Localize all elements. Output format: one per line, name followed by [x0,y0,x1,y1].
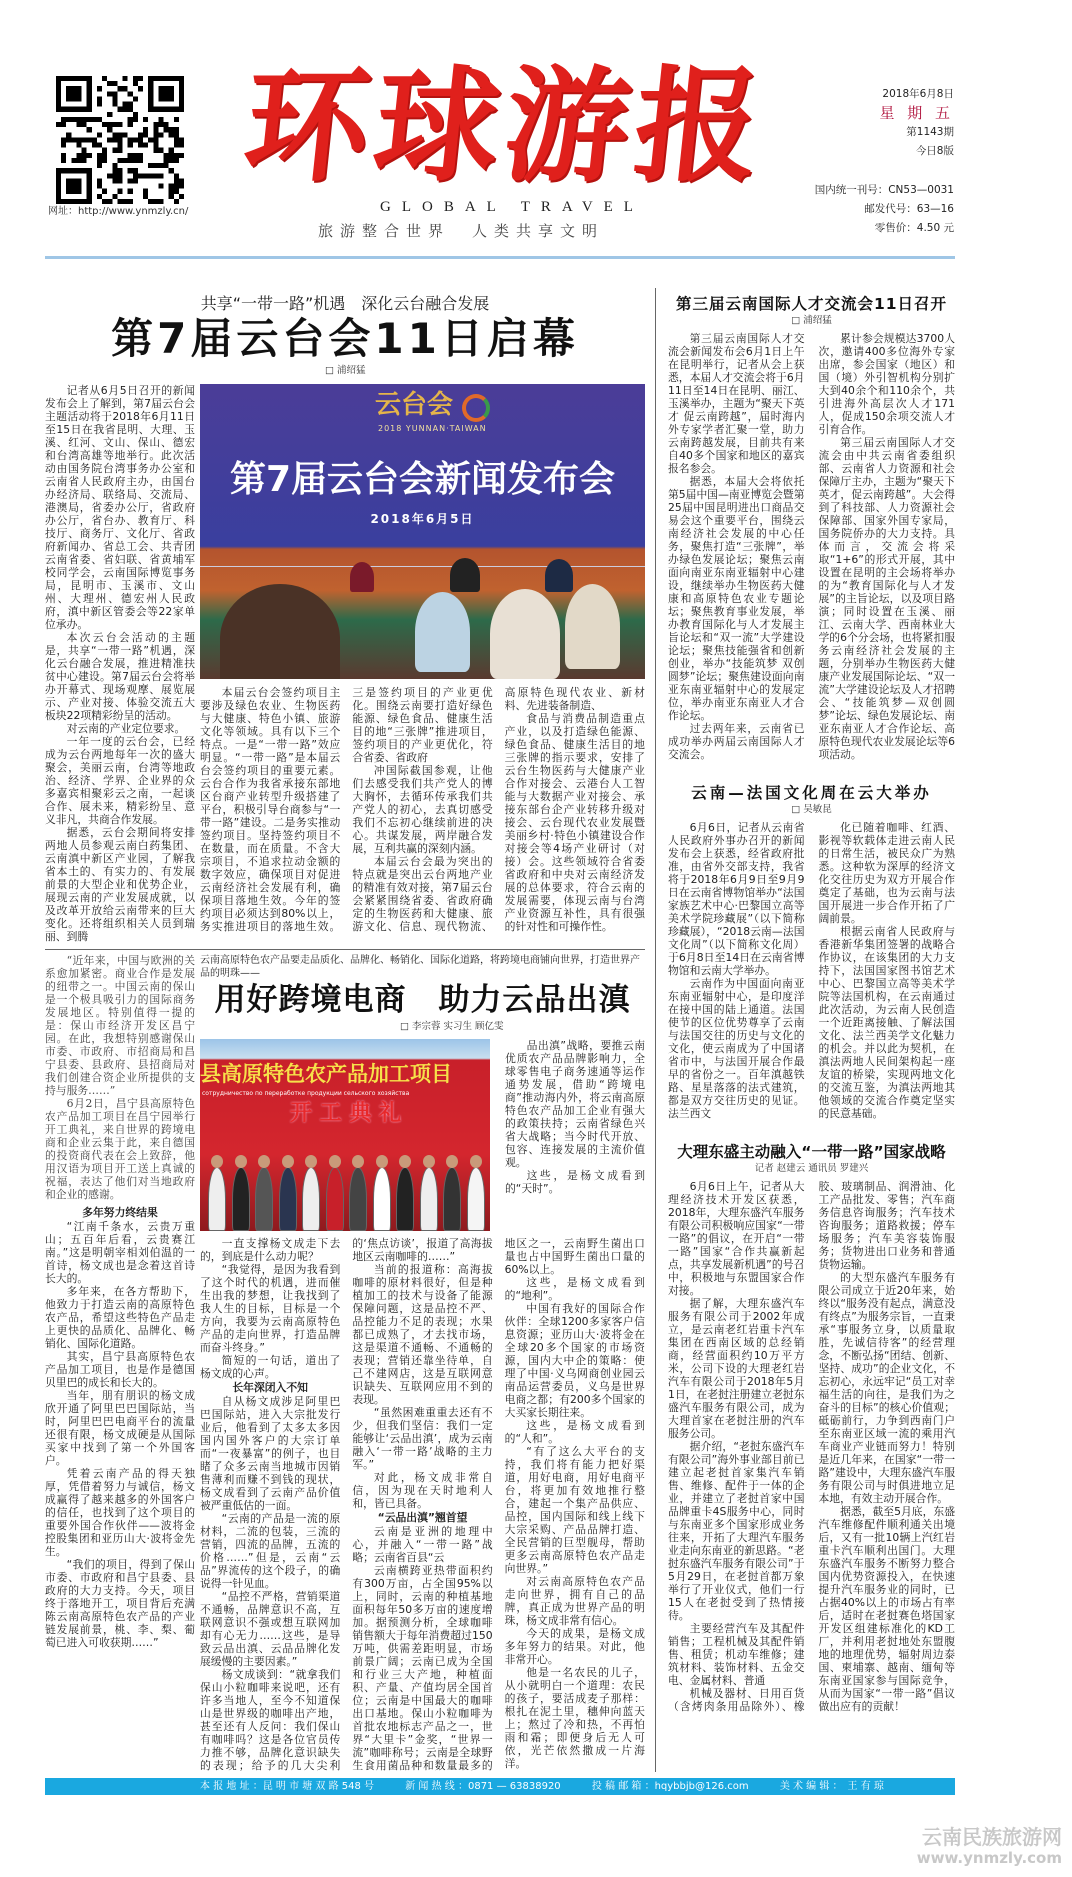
dali-story [668,1142,955,1713]
paragraph: 的大型东盛汽车服务有限公司成立于近20年来，始终以“服务没有起点，满意没有终点”为服务宗旨，一直秉承“事服务立身，以质量取胜，先诚信待客”的经营理念，不断弘扬“团结、创新、坚持、成功”的企业文化，不忘初心，永远牢记“员工对幸福生活的向往，是我们为之奋斗的目标”的核心价值观；砥砺前行，力争到西南门户至东南亚区域一流的乘用汽车商业产业链而努力！特别是近几年来，在国家“一带一路”建设中，大理东盛汽车服务有限公司与时俱进地立足本地，有效主动开展合作。 [818,1271,955,1505]
postal-code: 邮发代号：63—16 [864,203,954,215]
paragraph: 云南横跨亚热带面积约有300万亩，占全国95%以上，同时，云南的种植基地面积每年50多万亩的速度增加。据预测分析，全球咖啡销售额大于每年消费超过150万吨，供需差距明显，市场前景广阔；云南已成为全国和行业三大产地，种植面积、产量、产值均居全国首位；云南是中国最大的咖啡出口基地。保山小粒咖啡为首批农地标志产品之一，世界“大里卡”金奖，“世界一流”咖啡称号；云南是全球野生食用菌品种和数量最多的地区之一，云南野生菌出口量也占中国野生菌出口量的60%以上。 [352,1237,645,1772]
france-byline: □ 吴敏昆 [791,804,832,815]
press-conference-photo [200,384,645,679]
paragraph: 凭着云南产品的得天独厚，凭借着努力与诚信，杨文成赢得了越来越多的外国客户的信任，也找到了这个项目的重要外国合作伙伴——波将金控股集团和亚历山大·波将金先生。 [45,1467,195,1558]
ec-column-b2 [352,1525,492,1564]
speaker [545,559,573,592]
paragraph: 云南作为中国面向南亚东南亚辐射中心，是印度洋在接中国的陆上通道。法国使节的区位优势尊享了云南与法国交往的历史与文化的文化，使云南成为了中国诸省市中，与法国开展合作最早的省份之一。百年滇越铁路、星星落落的法式建筑，都是双方交往历史的见证。法兰西文 [668,977,805,1120]
paragraph: 这些，是杨文成看到的“地利”。 [504,1276,645,1302]
left-section [45,288,645,1772]
banner-text: 县高原特色农产品加工项目 [200,1062,452,1086]
paragraph: 多年来，在各方帮助下，他致力于打造云南的高原特色农产品，希望这些特色产品走上更快的品质化、品牌化、畅销化、国际化道路。 [45,1285,195,1350]
guest [349,1167,367,1231]
paragraph: 过去两年来，云南省已成功举办两届云南国际人才交流会。 [668,722,805,761]
paragraph: 6月6日，记者从云南省人民政府外事办召开的新闻发布会上获悉，经省政府批准，由省外交部支持，我省将于2018年6月9日至9月9日在云南省博物馆举办“法国家族艺术中心·巴黎国立高等美术学院珍藏展”（以下简称珍藏展），“2018云南—法国文化周”（以下简称文化周）于6月8日至14日在云南省博物馆和云南大学举办。 [668,821,805,977]
banner-russian-text: сотрудничество по переработке продукции сельского хозяйства [202,1090,410,1097]
paragraph: “江南千条水，云贵万重山；五百年后看，云贵赛江南。”这是明朝宰相刘伯温的一首诗，杨文成也是念着这首诗长大的。 [45,1220,195,1285]
paragraph: “近年来，中国与欧洲的关系愈加紧密。商业合作是发展的纽带之一。中国云南的保山是一个极具吸引力的国际商务发展地区。特别值得一提的是：保山市经济开发区昌宁园。在此，我想特别感谢保山市委、市政府、市招商局和昌宁县委、县政府、县招商局对我们创建合资企业所提供的支持与服务……” [45,954,195,1097]
paragraph: 云南是亚洲的地理中心，并融入“一带一路”战略；云南省百县“云 [352,1525,493,1564]
paragraph: 本次云台会活动的主题是，共享“一带一路”机遇，深化云台融合发展，推进精准扶贫中心建设。第7届云台会将举办开幕式、现场观摩、展览展示、产业对接、体验交流五大板块22项精彩纷呈的活动。 [45,631,195,722]
footer-email: 投 稿 邮 箱 ：hqybbjb@126.com [591,1781,749,1792]
guest [396,1167,414,1231]
paragraph: 主要经营汽车及其配件销售；工程机械及其配件销售、租赁；机动车维修；建筑材料、装饰材料、五金交电、金属材料、普通 [668,1622,805,1687]
paragraph: 食品与消费品制造重点产业，以及打造绿色能源、绿色食品、健康生活目的地三张牌的指示要求，安排了云台生物医药与大健康产业合作对接会、云港台人工智能与大数据产业对接会、承接东部台企产业转移升级对接会、云台现代农业发展暨美丽乡村·特色小镇建设合作对接会等4场产业研讨（对接）会。这些领域符合省委省政府和中央对云南经济发展的总体要求，符合云南的发展需要，体现云南与台湾产业资源互补性，具有很强的针对性和可操作性。 [504,712,645,933]
paragraph: “云南的产品是一流的原材料，二流的包装，三流的营销，四流的品牌，五流的价格……”但是，云南“云品”界流传的这个段子，的确说得一针见血。 [200,1512,341,1590]
talent-columns [668,332,955,761]
paragraph: 中国有我好的国际合作伙伴：全球1200多家客户信息资源；亚历山大·波将金在全球20多个国家的市场资源，国内大中企的策略：使理了中国·义乌网商创业园云南品运营委员，义乌是世界电商之都；有200多个国家的大买家长期往来。 [504,1302,645,1419]
ec-left-text-end [505,1627,645,1770]
paragraph: 本届云台会签约项目主要涉及绿色农业、生物医药与大健康、特色小镇、旅游文化等领域。具有以下三个特点。一是“一带一路”效应明显。“一带一路”是本届云台会签约项目的重要元素。云台合作为我省承接东部地区台商产业转型升级搭建了平台，积极引导台商参与“一带一路”建设。二是务实推动签约项目。坚持签约项目不在数量，而在质量。不含大宗项目，不追求拉动金额的数字效应，确保项目对促进云南经济社会发展有利，确保项目落地生效。今年的签约项目必须达到80%以上，务实推进项目的落地生效。三是签约项目的产业更优化。围绕云南要打造好绿色能源、绿色食品、健康生活目的地“三张牌”推进项目，签约项目的产业更优化，符合省委、省政府 [200,686,493,933]
ec-photo-row [200,1039,645,1231]
guest [443,1167,461,1231]
masthead-divider [45,256,955,259]
paragraph: 自从杨文成涉足阿里巴巴国际站，进入大宗批发行业后，他看到了太多太多因国内国外客户的大宗订单而“一夜暴富”的例子，也目睹了众多云南当地城市因销售薄利而赚不到钱的现状，杨文成看到了云南产品价值被严重低估的一面。 [200,1395,341,1512]
audience-member [220,584,340,679]
guest [208,1167,226,1231]
paragraph: 据介绍，“老挝东盛汽车有限公司”海外事业部目前已建立起老挝首家集汽车销售、维修、配件于一体的企业，并建立了老挝首家中国品牌重卡4S服务中心，同时与东南亚多个国家形成业务往来，开拓了大理汽车服务业走向东南亚的新思路。“老挝东盛汽车服务有限公司”于5月29日，在老挝首都万象举行了开业仪式，他们一行15人在老挝受到了热情接待。 [668,1440,805,1622]
cn-number: 国内统一刊号：CN53—0031 [814,184,954,196]
speaker [450,558,480,592]
speaker [350,562,374,592]
guest [232,1167,250,1231]
watermark-url: www.ynmzly.com [916,1849,1062,1867]
paragraph: 当前的报道称：高海拔咖啡的原材料很好，但是种植加工的技术与设备了能源保障问题，这是品控不严、品控能力不足的表现；水果都已成熟了，才去找市场，这是渠道不通畅、不通畅的表现；营销还靠坐待单，自己不建网店，这是互联网意识缺失、互联网应用不到的表现。 [352,1263,493,1406]
audience-member [565,584,620,669]
paragraph: 对云南的产业定位要求。 [66,722,186,735]
guest [420,1167,438,1231]
paragraph: 对此，杨文成非常自信，因为现在天时地利人和，皆已具备。 [352,1471,493,1510]
footer-hotline: 新 闻 热 线 ：0871 — 63838920 [405,1781,561,1792]
lead-columns-2-4 [200,686,645,933]
page-count: 今日8版 [915,145,954,157]
guest-head [258,1155,270,1168]
lead-story-header [45,288,645,378]
ec-story [45,954,645,1772]
dali-byline: 记者 赵建云 通讯员 罗建兴 [754,1163,869,1174]
paragraph: 第三届云南国际人才交流会由中共云南省委组织部、云南省人力资源和社会保障厅主办，主题为“聚天下英才，促云南跨越”。大会得到了科技部、人力资源社会保障部、国家外国专家局，国务院侨办的大力支持。具体而言，交流会将采取“1+6”的形式开展，其中设置在昆明的主会场将举办的为“教育国际化与人才发展”的主旨论坛，以及项目路演；同时设置在玉溪、丽江、云南大学、西南林业大学的6个分会场，也将紧扣服务云南经济社会发展的主题，分别举办生物医药大健康产业发展国际论坛、“双一流”大学建设论坛及人才招聘会、“技能筑梦—双创圆梦”论坛、绿色发展论坛、南亚东南亚人才合作论坛、高原特色现代农业发展论坛等6项活动。 [818,436,955,761]
ec-intro [45,954,195,1201]
ec-column-a2 [200,1395,340,1668]
guest-head [376,1155,388,1168]
paragraph: 这些，是杨文成看到的“天时”。 [505,1169,645,1195]
paragraph: “有了这么大平台的支持，我们将有能力把好渠道，用好电商，用好电商平台，将更加有效地推行整合，建起一个集产品供应、品控，国内国际和线上线下大宗采购、产品品牌打造、全民营销的巨型舰母，帮助更多云南高原特色农产品走向世界。” [504,1445,645,1575]
paragraph: 据了解，大理东盛汽车服务有限公司于2002年成立，是云南老红岩重卡汽车集团在西南区域的总经销商，经营面积约10万平方米，公司下设的大理老红岩汽车有限公司于2018年5月1日，在老挝注册建立老挝东盛汽车服务有限公司，成为大理首家在老挝注册的汽车服务公司。 [668,1297,805,1440]
guest [467,1167,485,1231]
ec-subhead-2: 长年深闭入不知 [232,1381,308,1394]
paragraph: 据悉，截至5月底，东盛汽车维修配件顺利通关出境后，又有一批10辆上汽红岩重卡汽车顺利出国门。大理东盛汽车服务不断努力整合国内优势资源投入，在快速提升汽车服务业的同时，已占据40%以上的市场占有率后，适时在老挝赛色塔国家开发区组建标准化的KD工厂，并利用老挝地处东盟腹地的地理优势，辐射周边泰国、柬埔寨、越南、缅甸等东南亚国家参与国际竞争，从而为国家“一带一路”倡议做出应有的贡献！ [818,1505,955,1713]
guest [326,1167,344,1231]
guest [373,1167,391,1231]
guest-head [399,1155,411,1168]
audience-member [415,592,470,672]
france-story [668,783,955,1120]
paragraph: 品出滇”战略，要推云南优质农产品品牌影响力，全球零售电子商务速通等运作通势发展，借助“跨境电商”推动海内外，将云南高原特色农产品加工企业有强大的政策扶持；云南省绿色兴省大战略；当今时代开放、包容、连接发展的主流价值观。 [505,1039,645,1169]
talent-story [668,294,955,761]
guest [302,1167,320,1231]
qr-code-icon [50,76,190,204]
watermark-name: 云南民族旅游网 [922,1825,1062,1849]
paragraph: 据悉，云台会期间将安排两地人员参观云南白药集团、云南滇中新区产业园，了解我省本土的、有实力的、有发展前景的大型企业和优势企业，展现云南的产业发展成就，以及改革开放给云南带来的巨大变化。还将组织相关人员到瑞丽、到腾 [45,826,195,943]
logo-emblem-icon [462,394,490,422]
talent-headline: 第三届云南国际人才交流会11日召开 [675,295,948,313]
backdrop-line [200,566,645,567]
paragraph: 一直支撑杨文成走下去的，到底是什么动力呢？ [200,1237,341,1263]
page-body [45,288,955,1772]
footer-address: 本 报 地 址 ：昆 明 市 塘 双 路 548 号 [200,1781,375,1792]
paragraph: 对云南高原特色农产品走向世界，拥有自己的品牌，真正成为世界产品的明珠，杨文成非常有信心。 [504,1575,645,1627]
ec-subhead-3: “云品出滇”翘首望 [377,1511,468,1524]
paragraph: 杨文成谈到：“就拿我们保山小粒咖啡来说吧，还有许多当地人，至今不知道保山是世界级的咖啡出产地，甚至还有人反问：我们保山有咖啡吗？这是各位官员传力推不够，品牌化意识缺失的表现；给予的几大尖利的‘焦点访谈’，报道了高海拔地区云南咖啡的……” [200,1237,493,1772]
retail-price: 零售价：4.50 元 [874,222,954,234]
ceremony-photo [200,1039,490,1231]
paragraph: “我觉得，是因为我看到了这个时代的机遇，进而催生出我的梦想，让我找到了我人生的目标，目标是一个方向，我要为云南高原特色产品的走向世界，打造品牌而奋斗终身。” [200,1263,341,1354]
issue-number: 第1143期 [906,126,954,138]
lead-byline: □ 浦绍猛 [325,365,366,376]
talent-byline: □ 浦绍猛 [791,315,832,326]
paragraph: 6月2日，昌宁县高原特色农产品加工项目在昌宁园举行开工典礼，来自世界的跨境电商和企业云集于此，来自德国的投资商代表在会上致辞，他用汉语为项目开工送上真诚的祝福，表达了他们对当地政府和企业的感谢。 [45,1097,195,1201]
ceremony-text: 开 工 典 礼 [290,1101,401,1126]
ec-left-text [45,1220,195,1649]
slogan: 旅游整合世界 人类共享文明 [318,222,605,240]
lead-story-body [45,384,645,943]
ec-column-a [200,1237,340,1380]
footer-bar [45,1778,955,1795]
france-headline: 云南—法国文化周在云大举办 [691,784,932,802]
guest-head [470,1155,482,1168]
paragraph: 本届云台会最为突出的特点就是突出云台两地产业的精准有效对接，第7届云台会紧紧围绕省委、省政府确定的生物医药和大健康、旅游文化、信息、现代物流、高原特色现代农业、新材料、先进装备制造、 [352,686,645,933]
guest [279,1167,297,1231]
website-url[interactable]: 网址：http://www.ynmzly.cn/ [48,206,189,217]
paragraph: 冲国际截国参观，让他们去感受我们共产党人的博大胸怀，去循环传承我们共产党人的初心，去真切感受我们不忘初心继续前进的决心。共谋发展，两岸融合发展，互利共赢的深刻内涵。 [352,764,493,855]
ec-headline: 用好跨境电商 助力云品出滇 [214,982,631,1018]
watermark [0,1825,1062,1877]
guest-head [423,1155,435,1168]
backdrop-title: 第7届云台会新闻发布会 [229,459,616,500]
paragraph: 他是一名农民的儿子，从小就明白一个道理：农民的孩子，要活成麦子那样：根扎在泥土里，穗伸向蓝天上；熬过了冷和热，不再怕雨和霜；即便身后无人可依，光芒依然撒成一片海洋。 [504,1666,645,1770]
ec-subhead-1: 多年努力终结果 [82,1206,158,1219]
issue-date: 2018年6月8日 [882,88,954,100]
weekday: 星 期 五 [879,104,954,122]
guest-head [235,1155,247,1168]
english-title: GLOBAL TRAVEL [380,199,644,215]
france-columns [668,821,955,1120]
ec-left-column [45,954,195,1649]
paragraph: “品控不严格，营销渠道不通畅，品牌意识不高，互联网意识不强或想互联网加却有心无力……这些，是导致云品出滇、云品品牌化发展缓慢的主要因素。” [200,1590,341,1668]
paragraph: 简短的一句话，道出了杨文成的心声。 [200,1354,341,1380]
backdrop-date: 2018年6月5日 [370,512,475,526]
guest-head [211,1155,223,1168]
footer-editor: 美 术 编 辑 ： 王 有 琼 [779,1781,884,1792]
guest-head [446,1155,458,1168]
guest-head [352,1155,364,1168]
lead-right [200,384,645,933]
paragraph: 据悉，本届大会将依托第5届中国—南亚博览会暨第25届中国昆明进出口商品交易会这个重要平台，围绕云南经济社会发展的中心任务，聚焦打造“三张牌”，举办绿色发展论坛；聚焦云南面向南亚东南亚辐射中心建设，继续举办生物医药大健康和高原特色农业专题论坛；聚焦教育事业发展，举办教育国际化与人才发展主旨论坛和“双一流”大学建设论坛；聚焦技能强省和创新创业，举办“技能筑梦 双创圆梦”论坛；聚焦建设面向南亚东南亚辐射中心的发展定位，举办南亚东南亚人才合作论坛。 [668,475,805,722]
guest [255,1167,273,1231]
yuntai-logo-sub: 2018 YUNNAN·TAIWAN [378,424,487,433]
dali-headline: 大理东盛主动融入“一带一路”国家战略 [677,1143,946,1161]
paragraph: 6月6日上午，记者从大理经济技术开发区获悉，2018年，大理东盛汽车服务有限公司积极响应国家“一带一路”的倡议，在开启“一带一路”国家“合作共赢新起点，共享发展新机遇”的号召中，积极地与东盟国家合作对接。 [668,1180,805,1297]
lead-kicker: 共享“一带一路”机遇 深化云台融合发展 [200,294,490,313]
right-section [655,288,955,1772]
ec-right [200,954,645,1772]
yuntai-logo: 云台会 [375,390,454,420]
paragraph: “我们的项目，得到了保山市委、市政府和昌宁县委、县政府的大力支持。今天，项目终于落地开工，项目背后充满陈云南高原特色农产品的产业链发展前景，桃、李、梨、葡萄已进入可收获期……” [45,1558,195,1649]
ec-byline: □ 李宗蓉 实习生 顾亿雯 [400,1021,504,1032]
paragraph: 机械及器材、日用百货（含烤肉条用品除外）、橡胶、玻璃制品、润滑油、化工产品批发、零售；汽车商务信息咨询服务；汽车技术咨询服务；道路救援；停车场服务；汽车美容装饰服务；货物进出口业务和普通货物运输。 [668,1180,955,1713]
guest-head [305,1155,317,1168]
audience-member [490,589,560,679]
lead-headline: 第7届云台会11日启幕 [111,314,579,363]
paragraph: 当年，朋有朋识的杨文成欣开通了阿里巴巴国际站，当时，阿里巴巴电商平台的流量还很有限，杨文成硬是从国际买家中找到了第一个外国客户。 [45,1389,195,1467]
paragraph: 累计参会规模达3700人次，邀请400多位海外专家出席，参会国家（地区）和国（境）外引智机构分别扩大到40余个和110余个，共引进海外高层次人才171人，促成150余项交流人才引育合作。 [818,332,955,436]
masthead [0,0,1072,288]
ec-column-c-top [505,1039,645,1195]
paragraph: 记者从6月5日召开的新闻发布会上了解到，第7届云台会主题活动将于2018年6月11日至15日在我省昆明、大理、玉溪、红河、文山、保山、德宏和台湾高雄等地举行。此次活动由国务院台湾事务办公室和云南省人民政府主办，由国台办经济局、联络局、交流局、港澳局，省委办公厅，省政府办公厅，省台办、教育厅、科技厅、商务厅、文化厅、省政府新闻办、省总工会、共青团云南省委、省妇联、省黄埔军校同学会，云南国际博览事务局，昆明市、玉溪市、文山州、大理州、德宏州人民政府，滇中新区管委会等22家单位承办。 [45,384,195,631]
guest-head [329,1155,341,1168]
newspaper-title-logo: 环球游报 [237,54,773,199]
ec-kicker: 云南高原特色农产品要走品质化、品牌化、畅销化、国际化道路，将跨境电商铺向世界，打造世界产品的明珠—— [200,955,640,979]
paragraph: 第三届云南国际人才交流会新闻发布会6月1日上午在昆明举行，记者从会上获悉，本届人才交流会将于6月11日至14日在昆明、丽江、玉溪举办，主题为“聚天下英才 促云南跨越”，届时海内外专家学者汇聚一堂，助力云南跨越发展，目前共有来自40多个国家和地区的嘉宾报名参会。 [668,332,805,475]
section-divider [45,949,645,950]
paragraph: 一年一度的云台会，已经成为云台两地每年一次的盛大聚会，美丽云南，台湾等地政治、经济、学界、企业界的众多嘉宾相聚彩云之南，一起谈合作、展未来，精彩纷呈、意义非凡，共商合作发展。 [45,735,195,826]
ec-columns [200,1237,645,1772]
lead-column-1 [45,384,195,943]
paragraph: 今天的成果，是杨文成多年努力的结果。对此，他非常开心。 [504,1627,645,1666]
paragraph: “虽然困难重重去还有不少，但我们坚信：我们一定能够让‘云品出滇’，成为云南融入‘一带一路’战略的主力军。” [352,1406,493,1471]
paragraph: 根据云南省人民政府与香港新华集团签署的战略合作协议，在该集团的大力支持下，法国国家图书馆艺术中心、巴黎国立高等美术学院等法国机构，在云南通过此次活动，为云南人民创造一个近距离接触、了解法国文化、法兰西美学文化魅力的机会。并以此为契机，在滇法两地人民间架构起一座友谊的桥梁，实现两地文化的交流互鉴，为滇法两地其他领域的交流合作奠定坚实的民意基础。 [818,925,955,1120]
paragraph: 其实，昌宁县高原特色农产品加工项目，也是作是德国贝里巴的成长和长大的。 [45,1350,195,1389]
paragraph: 化已随着咖啡、红酒、影视等软载体走进云南人民的日常生活，被民众广为熟悉。这种软为深厚的经济文化交往历史为双方开展合作奠定了基础，也为云南与法国开展进一步合作开拓了广阔前景。 [818,821,955,925]
paragraph: 这些，是杨文成看到的“人和”。 [504,1419,645,1445]
guest-head [282,1155,294,1168]
dali-columns [668,1180,955,1713]
